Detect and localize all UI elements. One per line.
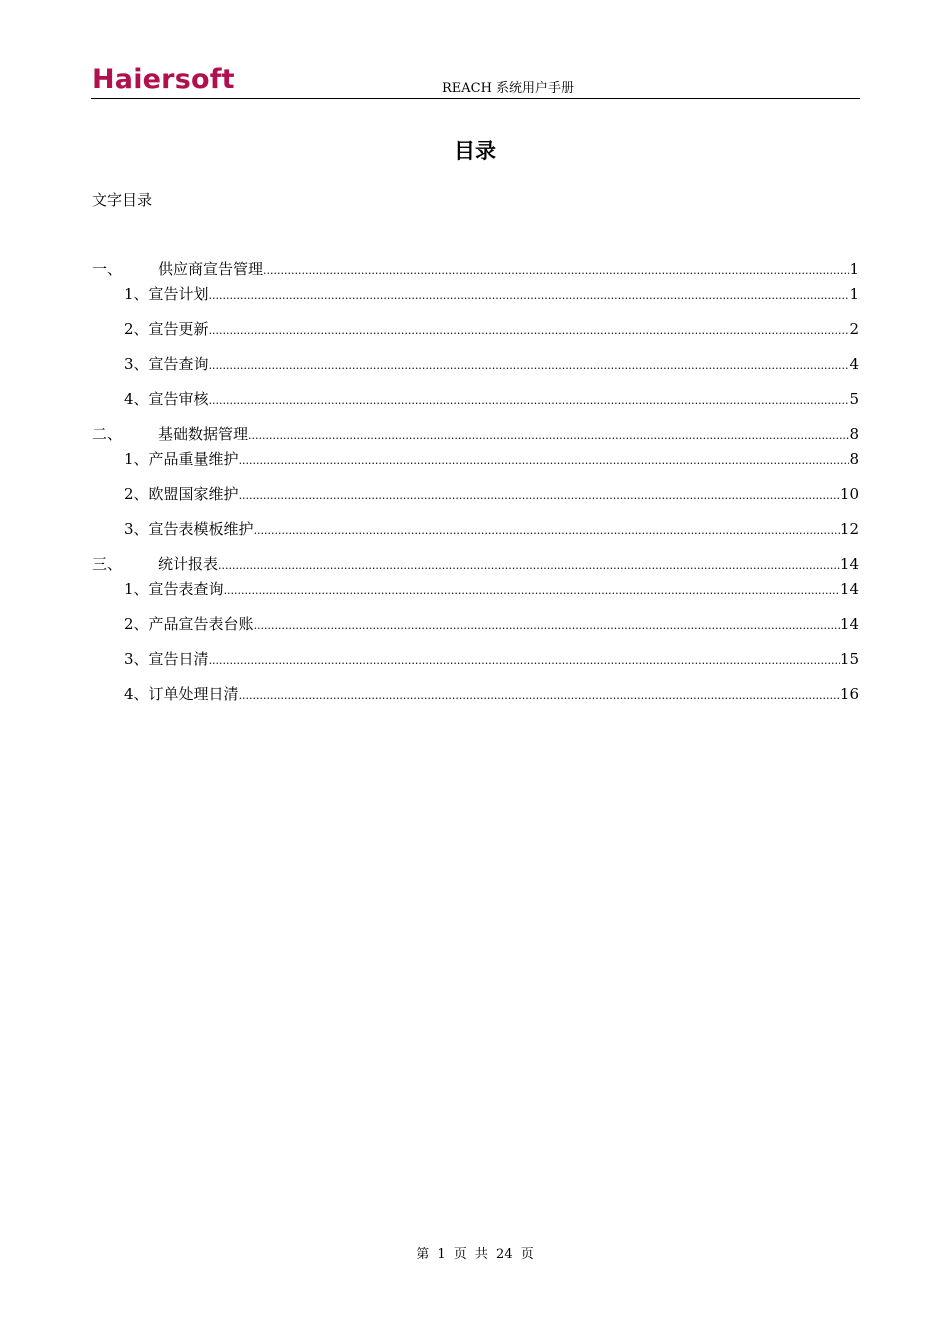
toc-dot-leader <box>248 423 849 447</box>
toc-entry[interactable] <box>124 283 859 305</box>
toc-subtitle: 文字目录 <box>92 191 153 209</box>
running-header-title: REACH 系统用户手册 <box>441 81 575 96</box>
toc-entry[interactable] <box>92 553 859 575</box>
toc-dot-leader <box>209 318 850 342</box>
toc-dot-leader <box>239 683 840 707</box>
toc-dot-leader <box>209 388 850 412</box>
toc-dot-leader <box>263 258 849 282</box>
toc-entry[interactable] <box>124 388 859 410</box>
toc-dot-leader <box>239 448 850 472</box>
toc-entry[interactable] <box>124 353 859 375</box>
toc-entry-number: 4、 <box>124 390 149 408</box>
toc-entry-number: 1、 <box>124 285 149 303</box>
toc-entry[interactable] <box>124 578 859 600</box>
toc-entry-label: 宣告表模板维护 <box>148 520 254 538</box>
toc-entry-label: 基础数据管理 <box>158 425 249 443</box>
toc-entry-number: 2、 <box>124 320 149 338</box>
toc-entry-page: 2 <box>849 320 859 338</box>
toc-entry-number: 1、 <box>124 580 149 598</box>
toc-entry-page: 8 <box>849 450 859 468</box>
toc-entry-number: 三、 <box>92 555 123 573</box>
toc-dot-leader <box>239 483 840 507</box>
toc-entry[interactable] <box>92 258 859 280</box>
toc-entry-label: 统计报表 <box>158 555 219 573</box>
toc-entry[interactable] <box>124 318 859 340</box>
toc-entry-label: 宣告更新 <box>148 320 209 338</box>
toc-entry-page: 16 <box>839 685 859 703</box>
toc-entry-page: 8 <box>849 425 859 443</box>
toc-entry-number: 4、 <box>124 685 149 703</box>
toc-entry[interactable] <box>124 613 859 635</box>
toc-dot-leader <box>254 613 840 637</box>
toc-entry-page: 12 <box>839 520 859 538</box>
toc-entry[interactable] <box>124 518 859 540</box>
toc-entry-number: 2、 <box>124 615 149 633</box>
toc-entry-page: 5 <box>849 390 859 408</box>
toc-entry-label: 宣告日清 <box>148 650 209 668</box>
toc-entry-label: 订单处理日清 <box>148 685 239 703</box>
toc-entry-page: 4 <box>849 355 859 373</box>
toc-entry-page: 14 <box>839 555 859 573</box>
toc-entry-label: 宣告查询 <box>148 355 209 373</box>
toc-dot-leader <box>218 553 840 577</box>
toc-entry-label: 宣告表查询 <box>148 580 224 598</box>
toc-entry-label: 产品重量维护 <box>148 450 239 468</box>
toc-entry-number: 二、 <box>92 425 123 443</box>
toc-entry[interactable] <box>124 648 859 670</box>
toc-entry-page: 10 <box>839 485 859 503</box>
toc-entry-page: 14 <box>839 615 859 633</box>
toc-entry-label: 宣告计划 <box>148 285 209 303</box>
toc-entry-number: 3、 <box>124 520 149 538</box>
haiersoft-logo: Haiersoft <box>92 64 235 95</box>
toc-entry-number: 2、 <box>124 485 149 503</box>
header-rule <box>91 98 860 99</box>
toc-dot-leader <box>224 578 840 602</box>
toc-entry[interactable] <box>124 448 859 470</box>
toc-entry-label: 供应商宣告管理 <box>158 260 264 278</box>
toc-entry-page: 14 <box>839 580 859 598</box>
toc-dot-leader <box>209 648 840 672</box>
toc-dot-leader <box>254 518 840 542</box>
toc-entry-number: 3、 <box>124 355 149 373</box>
toc-entry-label: 产品宣告表台账 <box>148 615 254 633</box>
toc-entry-number: 1、 <box>124 450 149 468</box>
toc-entry-page: 15 <box>839 650 859 668</box>
toc-entry-label: 欧盟国家维护 <box>148 485 239 503</box>
toc-dot-leader <box>209 283 850 307</box>
page-footer: 第 1 页 共 24 页 <box>416 1247 534 1262</box>
toc-dot-leader <box>209 353 850 377</box>
toc-entry-label: 宣告审核 <box>148 390 209 408</box>
toc-entry-number: 3、 <box>124 650 149 668</box>
toc-entry-page: 1 <box>849 285 859 303</box>
toc-entry[interactable] <box>124 683 859 705</box>
page-title: 目录 <box>454 139 496 163</box>
toc-entry[interactable] <box>124 483 859 505</box>
toc-entry-number: 一、 <box>92 260 123 278</box>
toc-entry[interactable] <box>92 423 859 445</box>
toc-entry-page: 1 <box>849 260 859 278</box>
